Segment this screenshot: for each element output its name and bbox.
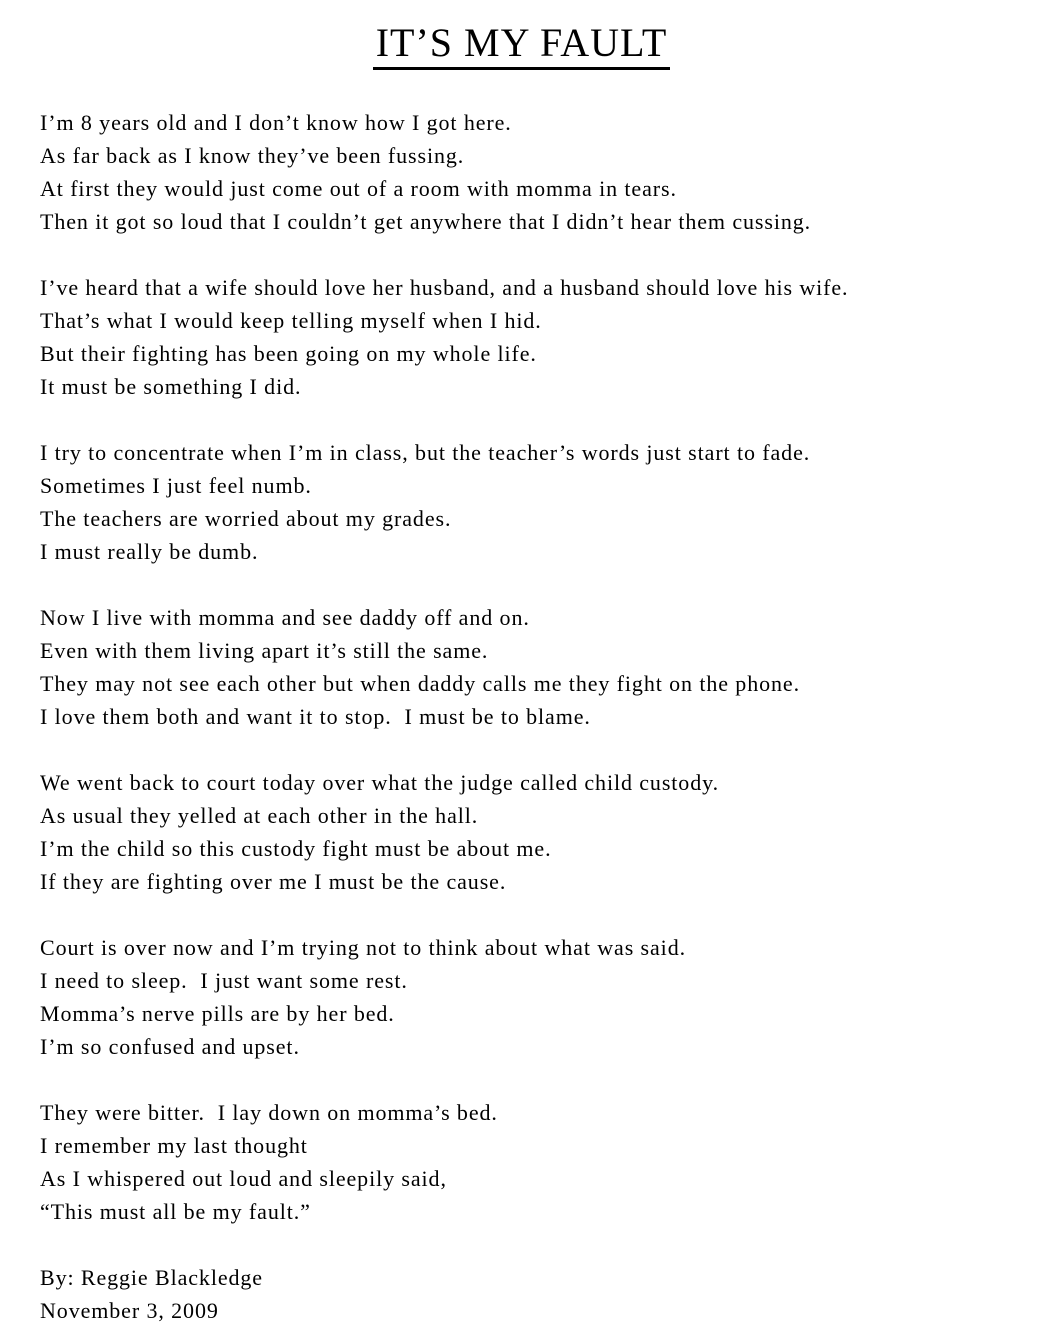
poem-line: Momma’s nerve pills are by her bed.: [40, 1001, 395, 1026]
stanza-6: [40, 931, 1003, 1063]
title-row: [40, 20, 1003, 70]
stanza-1: [40, 106, 1003, 238]
poem-line: I try to concentrate when I’m in class, but the teacher’s words just start to fade.: [40, 440, 811, 465]
poem-line: They may not see each other but when daddy calls me they fight on the phone.: [40, 671, 800, 696]
poem-line: At first they would just come out of a room with momma in tears.: [40, 176, 677, 201]
stanza-4: [40, 601, 1003, 733]
poem-line: “This must all be my fault.”: [40, 1199, 311, 1224]
poem-line: I remember my last thought: [40, 1133, 308, 1158]
poem-line: That’s what I would keep telling myself when I hid.: [40, 308, 542, 333]
poem-line: I’m so confused and upset.: [40, 1034, 300, 1059]
byline: By: Reggie Blackledge: [40, 1265, 263, 1290]
poem-line: As usual they yelled at each other in the hall.: [40, 803, 479, 828]
poem-line: As I whispered out loud and sleepily said,: [40, 1166, 447, 1191]
date: November 3, 2009: [40, 1298, 219, 1323]
poem-line: They were bitter. I lay down on momma’s bed.: [40, 1100, 498, 1125]
poem-line: It must be something I did.: [40, 374, 302, 399]
poem-line: I’ve heard that a wife should love her husband, and a husband should love his wife.: [40, 275, 849, 300]
poem-line: We went back to court today over what the judge called child custody.: [40, 770, 719, 795]
stanza-2: [40, 271, 1003, 403]
poem-line: But their fighting has been going on my whole life.: [40, 341, 537, 366]
stanza-7: [40, 1096, 1003, 1228]
poem-title: IT’S MY FAULT: [373, 20, 671, 70]
poem-line: I must really be dumb.: [40, 539, 259, 564]
stanza-5: [40, 766, 1003, 898]
stanza-3: [40, 436, 1003, 568]
poem-line: Even with them living apart it’s still the same.: [40, 638, 489, 663]
poem-line: If they are fighting over me I must be the cause.: [40, 869, 507, 894]
poem-line: Then it got so loud that I couldn’t get anywhere that I didn’t hear them cussing.: [40, 209, 812, 234]
poem-line: I’m the child so this custody fight must be about me.: [40, 836, 552, 861]
poem-line: Court is over now and I’m trying not to think about what was said.: [40, 935, 686, 960]
poem-line: Sometimes I just feel numb.: [40, 473, 312, 498]
poem-line: I need to sleep. I just want some rest.: [40, 968, 408, 993]
poem-line: Now I live with momma and see daddy off and on.: [40, 605, 530, 630]
poem-line: The teachers are worried about my grades.: [40, 506, 452, 531]
poem-body: [40, 106, 1003, 1327]
byline-block: [40, 1261, 1003, 1327]
poem-line: As far back as I know they’ve been fussing.: [40, 143, 465, 168]
poem-line: I love them both and want it to stop. I must be to blame.: [40, 704, 591, 729]
poem-line: I’m 8 years old and I don’t know how I got here.: [40, 110, 512, 135]
